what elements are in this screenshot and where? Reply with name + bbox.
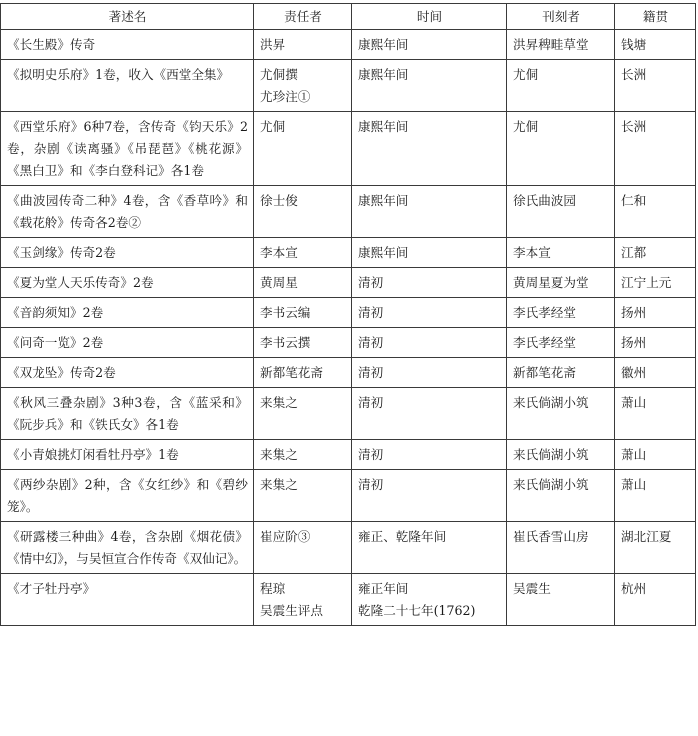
cell-time-line: 清初	[358, 395, 384, 410]
cell-title: 《双龙坠》传奇2卷	[1, 358, 254, 388]
cell-author-line: 李书云编	[260, 305, 311, 320]
cell-origin: 杭州	[615, 574, 696, 626]
cell-author-line: 洪昇	[260, 37, 286, 52]
table-row	[1, 268, 696, 298]
cell-title: 《研露楼三种曲》4卷，含杂剧《烟花债》《情中幻》，与吴恒宣合作传奇《双仙记》。	[1, 522, 254, 574]
header-printer: 刊刻者	[507, 4, 615, 30]
cell-time	[352, 238, 507, 268]
cell-printer: 李氏孝经堂	[507, 298, 615, 328]
cell-title: 《曲波园传奇二种》4卷，含《香草吟》和《载花舲》传奇各2卷②	[1, 186, 254, 238]
cell-time	[352, 440, 507, 470]
table-row	[1, 298, 696, 328]
cell-title: 《两纱杂剧》2种，含《女红纱》和《碧纱笼》。	[1, 470, 254, 522]
cell-origin: 钱塘	[615, 30, 696, 60]
cell-time	[352, 186, 507, 238]
cell-time-line: 清初	[358, 477, 384, 492]
cell-origin: 长洲	[615, 60, 696, 112]
cell-origin: 江宁上元	[615, 268, 696, 298]
cell-origin: 徽州	[615, 358, 696, 388]
cell-time	[352, 388, 507, 440]
cell-printer: 尤侗	[507, 60, 615, 112]
cell-time-line: 康熙年间	[358, 119, 409, 134]
cell-time-line: 乾隆二十七年(1762)	[358, 603, 476, 618]
cell-author-line: 新都笔花斋	[260, 365, 323, 380]
cell-origin: 萧山	[615, 470, 696, 522]
cell-time	[352, 470, 507, 522]
table-row	[1, 60, 696, 112]
cell-author	[254, 574, 352, 626]
cell-author-line: 黄周星	[260, 275, 298, 290]
table-row	[1, 574, 696, 626]
cell-time	[352, 112, 507, 186]
cell-title: 《问奇一览》2卷	[1, 328, 254, 358]
cell-time-line: 康熙年间	[358, 245, 409, 260]
table-row	[1, 328, 696, 358]
cell-origin: 扬州	[615, 298, 696, 328]
header-author: 责任者	[254, 4, 352, 30]
cell-author-line: 徐士俊	[260, 193, 298, 208]
cell-author-line: 程琼	[260, 581, 286, 596]
cell-author	[254, 268, 352, 298]
cell-origin: 湖北江夏	[615, 522, 696, 574]
cell-time-line: 康熙年间	[358, 37, 409, 52]
cell-printer: 洪昇稗畦草堂	[507, 30, 615, 60]
table-row	[1, 358, 696, 388]
cell-author-line: 来集之	[260, 395, 298, 410]
cell-time-line: 清初	[358, 335, 384, 350]
cell-title: 《长生殿》传奇	[1, 30, 254, 60]
cell-author	[254, 112, 352, 186]
cell-origin: 江都	[615, 238, 696, 268]
header-origin: 籍贯	[615, 4, 696, 30]
cell-origin: 萧山	[615, 440, 696, 470]
cell-time-line: 清初	[358, 275, 384, 290]
cell-author-line: 吴震生评点	[260, 603, 323, 618]
cell-author	[254, 298, 352, 328]
cell-author-line: 尤侗	[260, 119, 286, 134]
cell-printer: 李本宣	[507, 238, 615, 268]
cell-time-line: 清初	[358, 305, 384, 320]
cell-time	[352, 522, 507, 574]
cell-origin: 萧山	[615, 388, 696, 440]
table-row	[1, 238, 696, 268]
cell-printer: 徐氏曲波园	[507, 186, 615, 238]
cell-author	[254, 186, 352, 238]
cell-origin: 仁和	[615, 186, 696, 238]
cell-author	[254, 522, 352, 574]
cell-title: 《拟明史乐府》1卷，收入《西堂全集》	[1, 60, 254, 112]
cell-printer: 吴震生	[507, 574, 615, 626]
cell-author-line: 崔应阶③	[260, 529, 311, 544]
cell-origin: 扬州	[615, 328, 696, 358]
cell-author-line: 尤珍注①	[260, 89, 311, 104]
cell-author	[254, 60, 352, 112]
table-body	[1, 30, 696, 626]
cell-author-line: 来集之	[260, 477, 298, 492]
table-header	[1, 4, 696, 30]
cell-title: 《才子牡丹亭》	[1, 574, 254, 626]
table-row	[1, 440, 696, 470]
cell-printer: 尤侗	[507, 112, 615, 186]
cell-author	[254, 440, 352, 470]
cell-author	[254, 470, 352, 522]
cell-time	[352, 298, 507, 328]
cell-printer: 来氏倘湖小筑	[507, 388, 615, 440]
cell-origin: 长洲	[615, 112, 696, 186]
cell-title: 《夏为堂人天乐传奇》2卷	[1, 268, 254, 298]
cell-time	[352, 30, 507, 60]
cell-time-line: 清初	[358, 447, 384, 462]
cell-author	[254, 388, 352, 440]
cell-time-line: 雍正、乾隆年间	[358, 529, 447, 544]
cell-author	[254, 30, 352, 60]
cell-printer: 李氏孝经堂	[507, 328, 615, 358]
cell-author	[254, 238, 352, 268]
cell-author	[254, 328, 352, 358]
cell-time-line: 雍正年间	[358, 581, 409, 596]
cell-printer: 崔氏香雪山房	[507, 522, 615, 574]
cell-author-line: 尤侗撰	[260, 67, 298, 82]
table-row	[1, 470, 696, 522]
header-time: 时间	[352, 4, 507, 30]
table-row	[1, 30, 696, 60]
table-row	[1, 522, 696, 574]
header-row	[1, 4, 696, 30]
table-row	[1, 112, 696, 186]
cell-time	[352, 358, 507, 388]
cell-title: 《秋风三叠杂剧》3种3卷，含《蓝采和》《阮步兵》和《铁氏女》各1卷	[1, 388, 254, 440]
cell-time	[352, 574, 507, 626]
cell-title: 《西堂乐府》6种7卷，含传奇《钧天乐》2卷，杂剧《读离骚》《吊琵琶》《桃花源》《黑白卫》和《李白登科记》各1卷	[1, 112, 254, 186]
cell-title: 《小青娘挑灯闲看牡丹亭》1卷	[1, 440, 254, 470]
cell-time	[352, 268, 507, 298]
cell-author-line: 李书云撰	[260, 335, 311, 350]
cell-printer: 黄周星夏为堂	[507, 268, 615, 298]
cell-author-line: 来集之	[260, 447, 298, 462]
cell-author	[254, 358, 352, 388]
cell-author-line: 李本宣	[260, 245, 298, 260]
table-row	[1, 388, 696, 440]
header-title: 著述名	[1, 4, 254, 30]
table-row	[1, 186, 696, 238]
cell-printer: 来氏倘湖小筑	[507, 440, 615, 470]
cell-title: 《玉剑缘》传奇2卷	[1, 238, 254, 268]
cell-time-line: 康熙年间	[358, 193, 409, 208]
cell-time	[352, 328, 507, 358]
cell-time	[352, 60, 507, 112]
cell-time-line: 康熙年间	[358, 67, 409, 82]
cell-title: 《音韵须知》2卷	[1, 298, 254, 328]
cell-printer: 新都笔花斋	[507, 358, 615, 388]
cell-printer: 来氏倘湖小筑	[507, 470, 615, 522]
catalog-table	[0, 3, 696, 626]
cell-time-line: 清初	[358, 365, 384, 380]
